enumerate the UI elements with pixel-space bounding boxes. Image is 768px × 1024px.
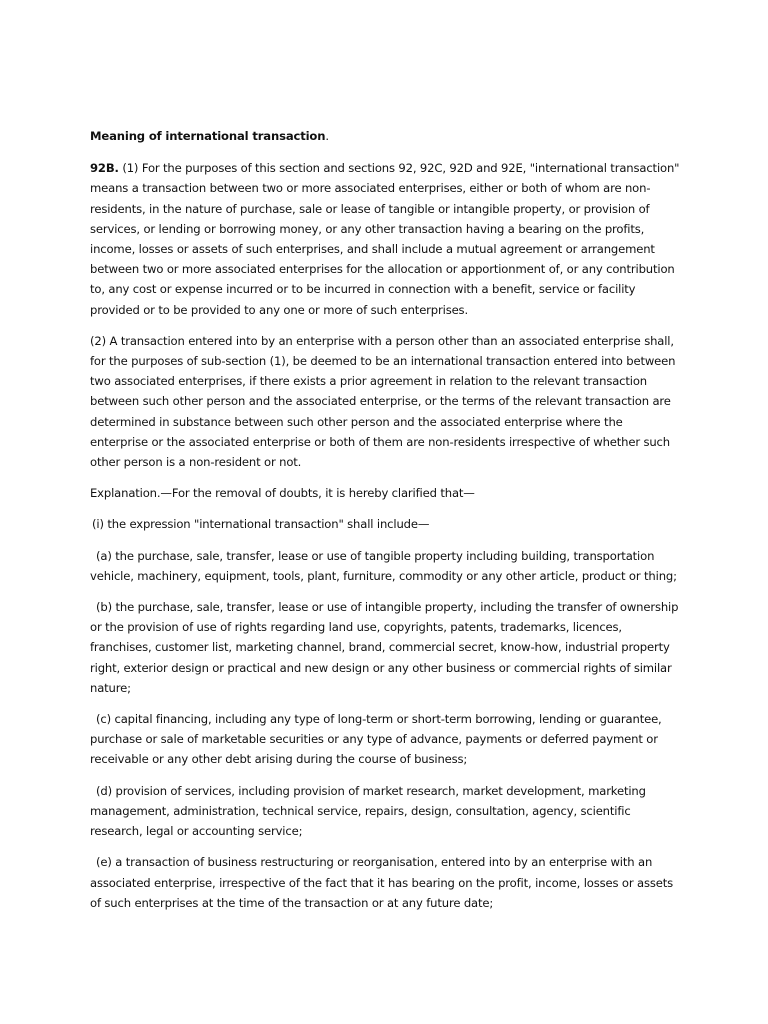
- item-a: (a) the purchase, sale, transfer, lease or use of tangible property including building, transportation vehicle, machinery, equipment, tools, plant, furniture, commodity or any other article, product or thing;: [90, 548, 677, 583]
- heading-title: Meaning of international transaction: [90, 129, 326, 143]
- section-heading: [90, 126, 682, 146]
- heading-period: .: [325, 129, 329, 143]
- section-number: 92B.: [90, 161, 119, 176]
- document-page: [90, 126, 682, 924]
- explanation-intro: Explanation.—For the removal of doubts, it is hereby clarified that—: [90, 486, 475, 501]
- section-paragraph-2: (2) A transaction entered into by an enterprise with a person other than an associated enterprise shall, for the purposes of sub-section (1), be deemed to be an international transaction entered into between two associated enterprises, if there exists a prior agreement in relation to the relevant transaction between such other person and the associated enterprise, or the terms of the relevant transaction are determined in substance between such other person and the associated enterprise where the enterprise or the associated enterprise or both of them are non-residents irrespective of whether such other person is a non-resident or not.: [90, 333, 676, 470]
- item-b: (b) the purchase, sale, transfer, lease or use of intangible property, including the transfer of ownership or the provision of use of rights regarding land use, copyrights, patents, trademarks, licences, franchises, customer list, marketing channel, brand, commercial secret, know-how, industrial property right, exterior design or practical and new design or any other business or commercial rights of similar nature;: [90, 600, 679, 695]
- item-d: (d) provision of services, including provision of market research, market development, marketing management, administration, technical service, repairs, design, consultation, agency, scientific research, legal or accounting service;: [90, 783, 646, 839]
- paragraph-1-text: (1) For the purposes of this section and sections 92, 92C, 92D and 92E, "international transaction" means a transaction between two or more associated enterprises, either or both of whom are non-residents, in the nature of purchase, sale or lease of tangible or intangible property, or provision of services, or lending or borrowing money, or any other transaction having a bearing on the profits, income, losses or assets of such enterprises, and shall include a mutual agreement or arrangement between two or more associated enterprises for the allocation or apportionment of, or any contribution to, any cost or expense incurred or to be incurred in connection with a benefit, service or facility provided or to be provided to any one or more of such enterprises.: [90, 161, 680, 317]
- clause-i: (i) the expression "international transaction" shall include—: [92, 517, 430, 532]
- item-e: (e) a transaction of business restructuring or reorganisation, entered into by an enterprise with an associated enterprise, irrespective of the fact that it has bearing on the profit, income, losses or assets of such enterprises at the time of the transaction or at any future date;: [90, 855, 674, 910]
- section-paragraph-1: [90, 158, 682, 320]
- item-c: (c) capital financing, including any type of long-term or short-term borrowing, lending or guarantee, purchase or sale of marketable securities or any type of advance, payments or deferred payment or receivable or any other debt arising during the course of business;: [90, 712, 662, 767]
